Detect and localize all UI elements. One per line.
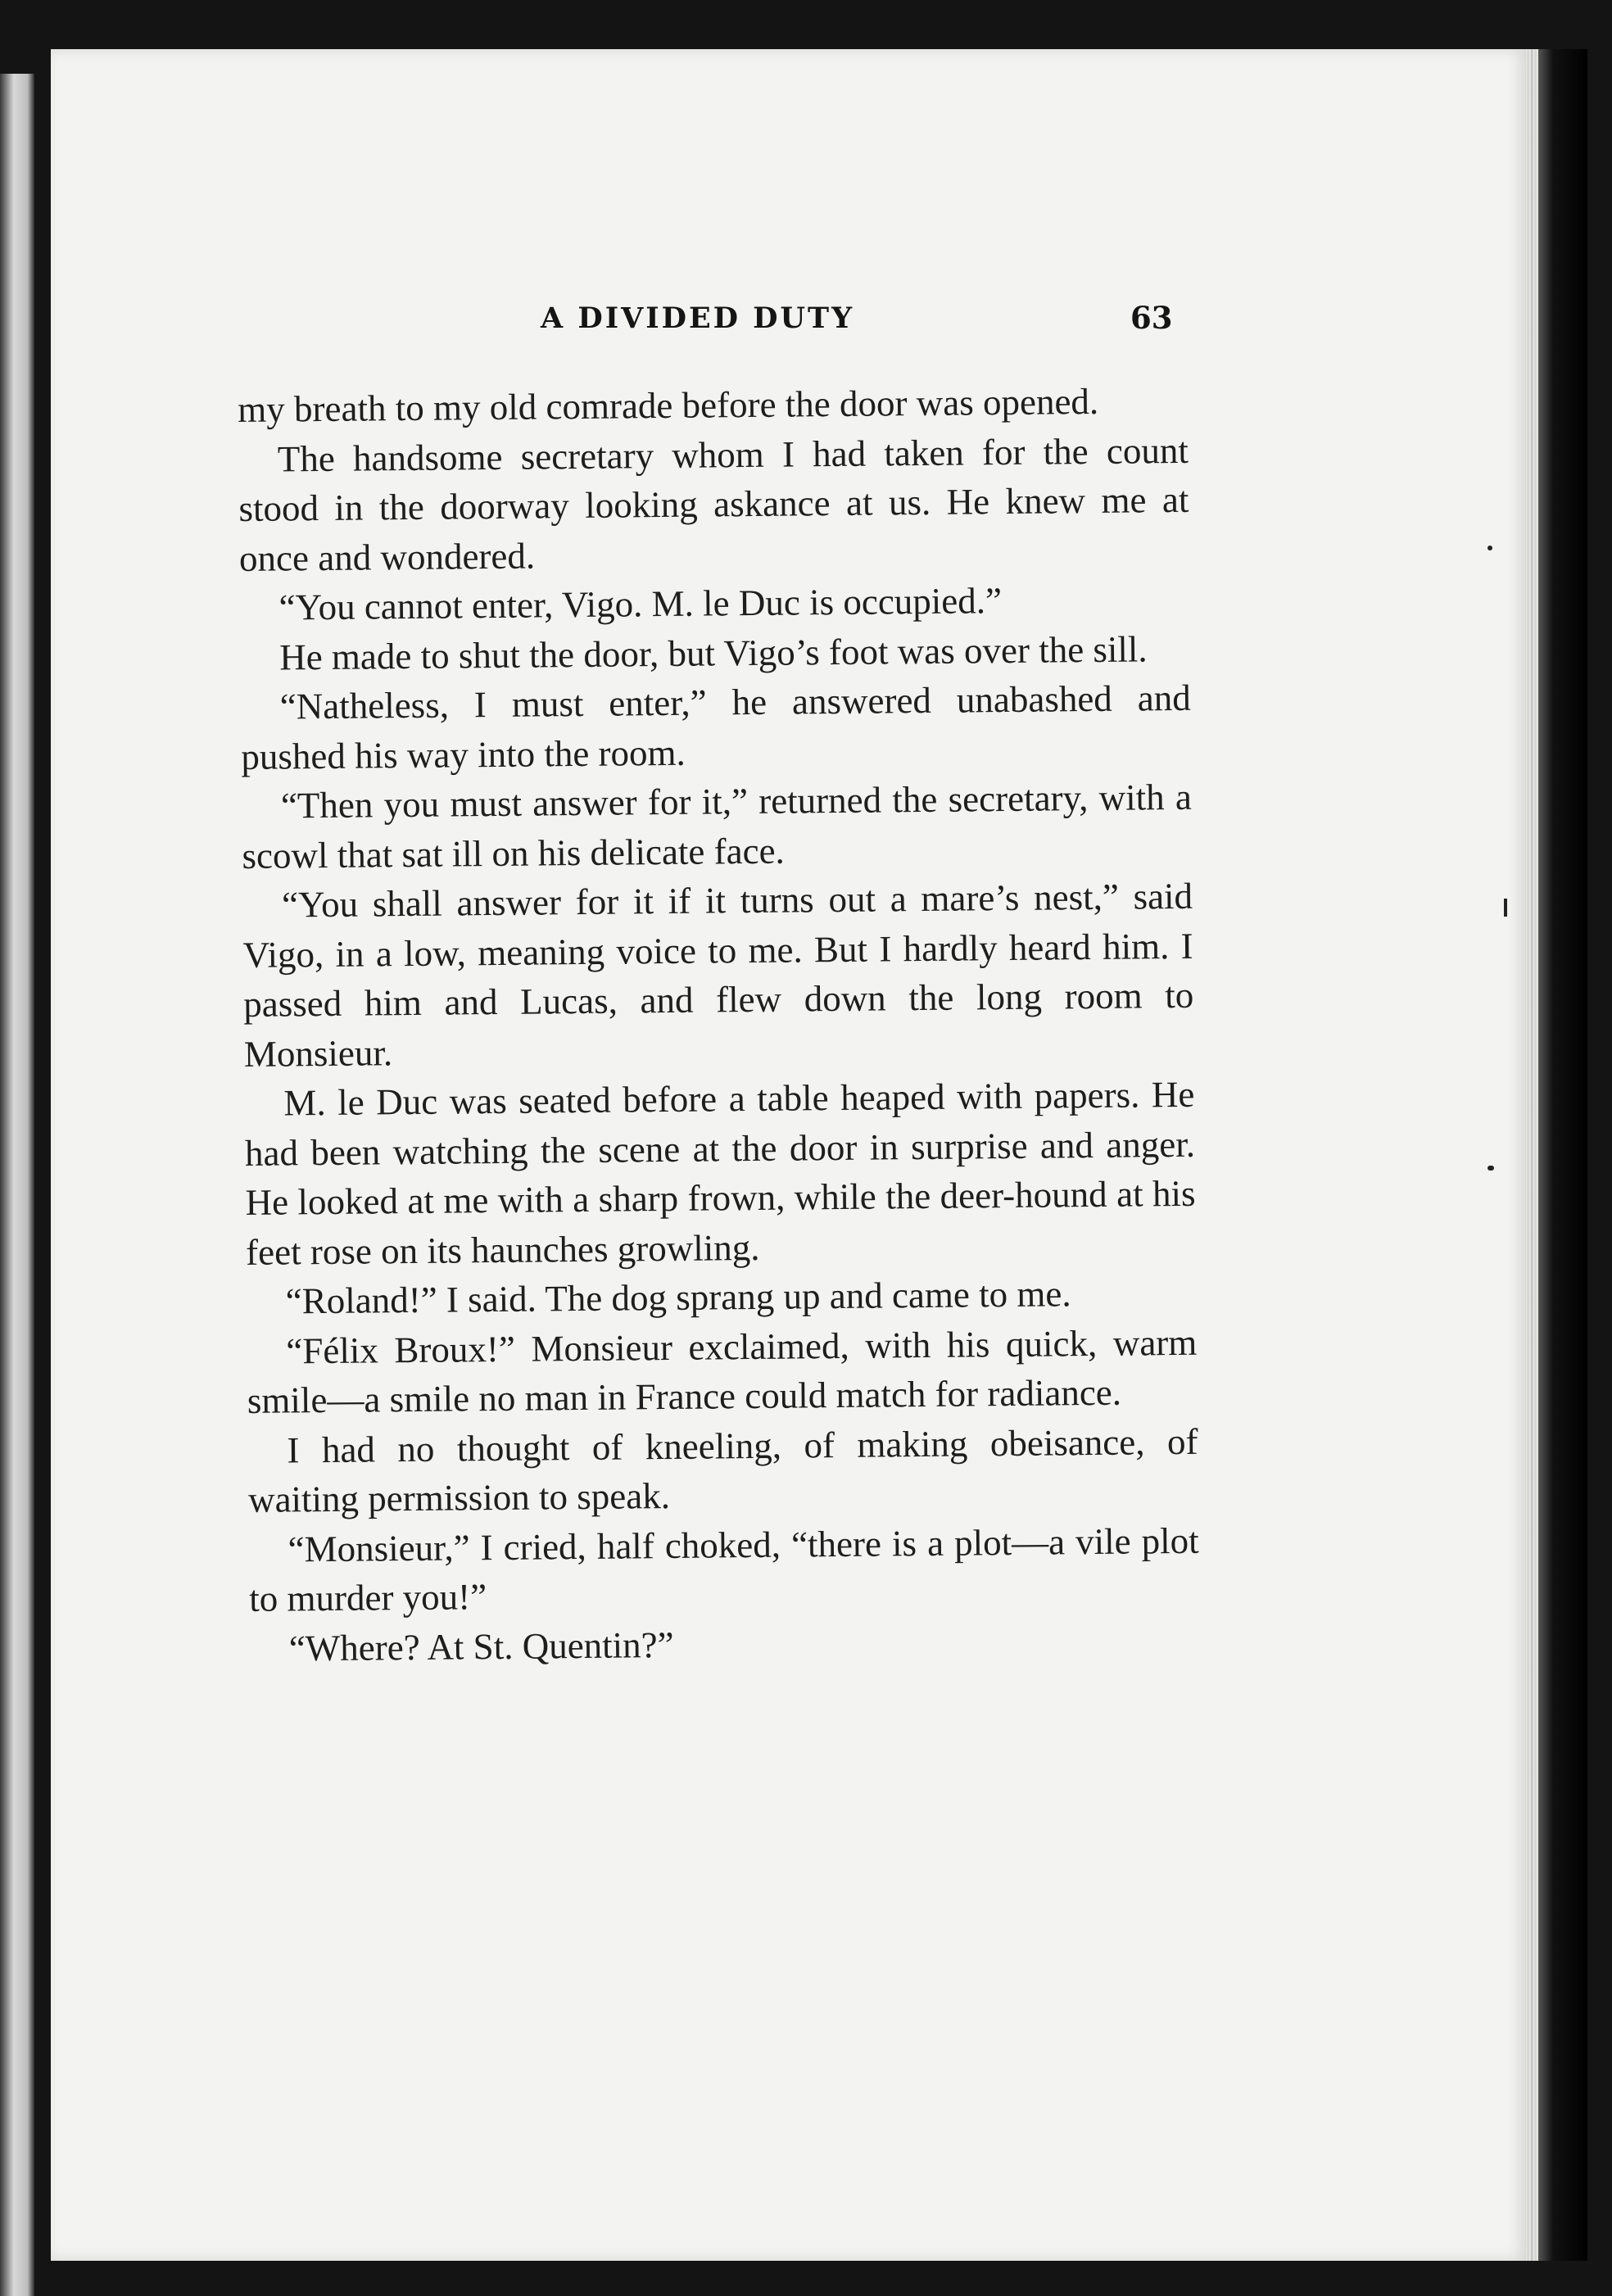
paragraph: “Roland!” I said. The dog sprang up and came to me. <box>285 1273 1071 1322</box>
scan-speck <box>1487 1166 1494 1171</box>
scan-speck <box>1487 546 1492 550</box>
paragraph: The handsome secretary whom I had taken for the count stood in the doorway looking askance at us. He knew me at once and wondered. <box>238 429 1189 579</box>
paragraph: my breath to my old comrade before the door was opened. <box>238 380 1099 430</box>
body-text <box>238 376 1200 1673</box>
scan-speck <box>1504 899 1507 917</box>
paragraph: “Monsieur,” I cried, half choked, “there is a plot—a vile plot to murder you!” <box>248 1519 1199 1619</box>
previous-page-edge <box>0 74 34 2296</box>
paragraph: “Natheless, I must enter,” he answered unabashed and pushed his way into the room. <box>241 677 1191 777</box>
book-spine <box>1538 49 1587 2261</box>
paragraph: I had no thought of kneeling, of making obeisance, of waiting permission to speak. <box>247 1420 1198 1520</box>
paragraph: “Then you must answer for it,” returned the secretary, with a scowl that sat ill on his delicate face. <box>242 776 1193 876</box>
paragraph: “Félix Broux!” Monsieur exclaimed, with his quick, warm smile—a smile no man in France could match for radiance. <box>247 1321 1198 1421</box>
paragraph: “You cannot enter, Vigo. M. le Duc is occupied.” <box>278 580 1003 628</box>
paragraph: M. le Duc was seated before a table heaped with papers. He had been watching the scene at the door in surprise and anger. He looked at me with a sharp frown, while the deer-hound at his feet rose on its haunches growling. <box>244 1073 1196 1273</box>
page-number: 63 <box>1130 300 1173 336</box>
paragraph: He made to shut the door, but Vigo’s foot was over the sill. <box>278 627 1148 678</box>
running-head: A DIVIDED DUTY <box>541 301 855 335</box>
paragraph: “You shall answer for it if it turns out a mare’s nest,” said Vigo, in a low, meaning voice to me. But I hardly heard him. I passed him and Lucas, and flew down the long room to Monsieur. <box>242 875 1194 1075</box>
paragraph: “Where? At St. Quentin?” <box>288 1624 674 1669</box>
